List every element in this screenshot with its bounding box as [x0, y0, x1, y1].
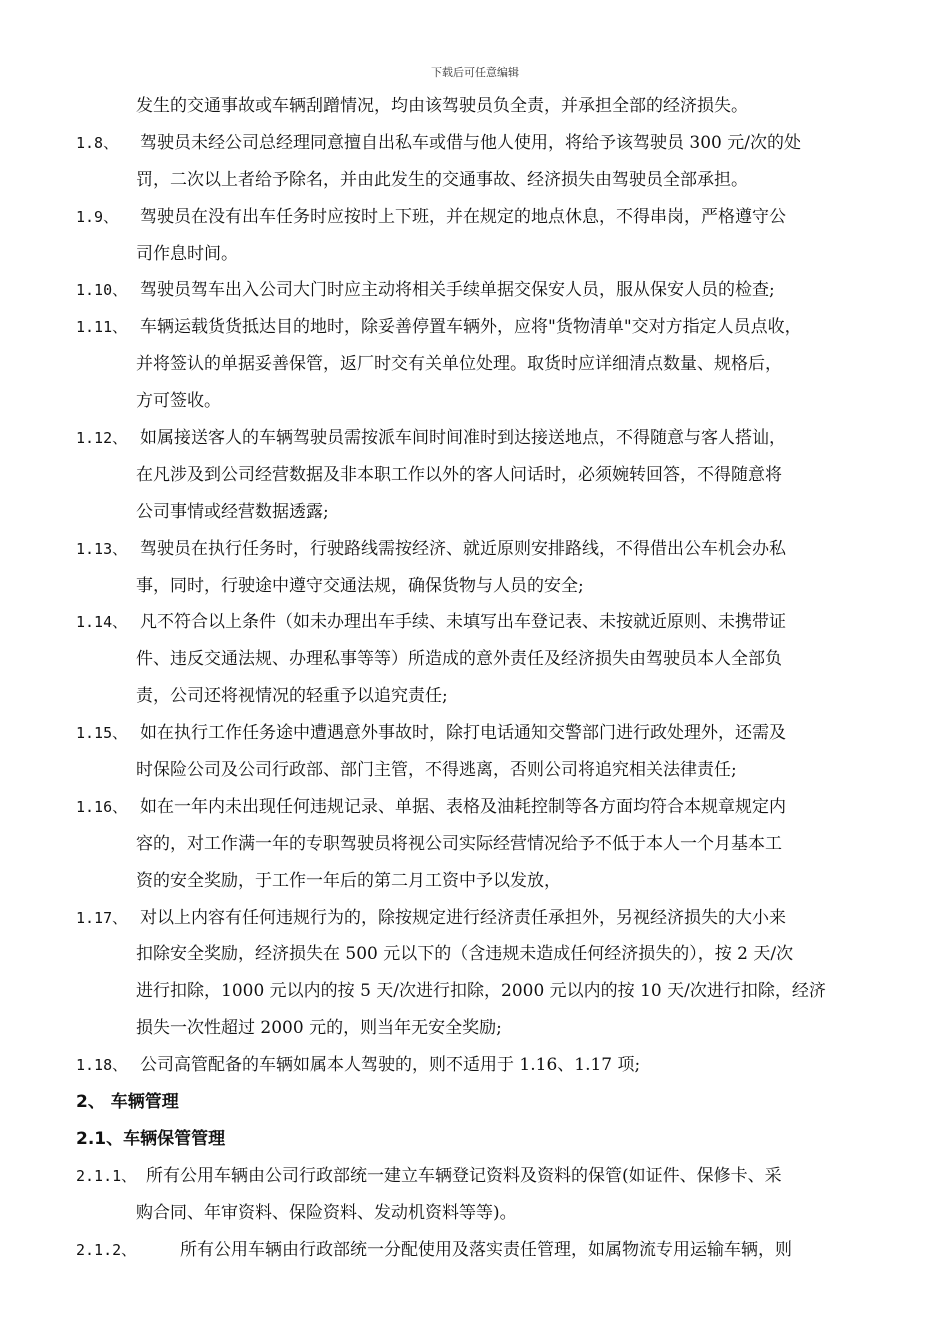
line-text: 容的，对工作满一年的专职驾驶员将视公司实际经营情况给予不低于本人一个月基本工	[136, 833, 782, 854]
item-number: 1.8、	[76, 133, 119, 152]
paragraph-continuation-line	[76, 973, 884, 1010]
numbered-item-line	[76, 1158, 884, 1195]
line-text: 进行扣除，1000 元以内的按 5 天/次进行扣除，2000 元以内的按 10 天/次进行扣除，经济	[136, 981, 826, 1002]
numbered-item-line	[76, 531, 884, 568]
line-text: 资的安全奖励，于工作一年后的第二月工资中予以发放，	[136, 870, 561, 891]
paragraph-continuation-line	[76, 1010, 884, 1047]
item-number: 1.16、	[76, 797, 128, 816]
item-number: 2.1.1、	[76, 1166, 137, 1185]
numbered-item-line	[76, 715, 884, 752]
paragraph-continuation-line	[76, 236, 884, 273]
section-heading: 2.1、车辆保管管理	[76, 1128, 226, 1149]
line-text: 公司事情或经营数据透露;	[136, 501, 329, 522]
line-text: 司作息时间。	[136, 243, 238, 264]
line-text: 方可签收。	[136, 391, 221, 412]
paragraph-continuation-line	[76, 162, 884, 199]
paragraph-continuation-line	[76, 88, 884, 125]
item-number: 1.9、	[76, 207, 119, 226]
paragraph-continuation-line	[76, 936, 884, 973]
item-number: 1.17、	[76, 908, 128, 927]
numbered-item-line	[76, 272, 884, 309]
paragraph-continuation-line	[76, 383, 884, 420]
paragraph-continuation-line	[76, 826, 884, 863]
item-text: 凡不符合以上条件（如未办理出车手续、未填写出车登记表、未按就近原则、未携带证	[140, 612, 786, 633]
numbered-item-line	[76, 789, 884, 826]
item-number: 1.18、	[76, 1056, 128, 1075]
line-text: 扣除安全奖励，经济损失在 500 元以下的（含违规未造成任何经济损失的），按 2 天/次	[136, 944, 794, 965]
item-text: 所有公用车辆由行政部统一分配使用及落实责任管理，如属物流专用运输车辆，则	[146, 1239, 792, 1260]
paragraph-continuation-line	[76, 641, 884, 678]
line-text: 件、违反交通法规、办理私事等等）所造成的意外责任及经济损失由驾驶员本人全部负	[136, 649, 782, 670]
item-text: 对以上内容有任何违规行为的，除按规定进行经济责任承担外，另视经济损失的大小来	[140, 907, 786, 928]
item-number: 1.15、	[76, 724, 128, 743]
item-number: 1.10、	[76, 281, 128, 300]
numbered-item-line	[76, 420, 884, 457]
paragraph-continuation-line	[76, 568, 884, 605]
item-text: 驾驶员在没有出车任务时应按时上下班，并在规定的地点休息，不得串岗，严格遵守公	[140, 206, 786, 227]
item-text: 车辆运载货货抵达目的地时，除妥善停置车辆外，应将"货物清单"交对方指定人员点收，	[140, 317, 802, 338]
numbered-item-line	[76, 1047, 884, 1084]
numbered-item-line	[76, 604, 884, 641]
item-text: 公司高管配备的车辆如属本人驾驶的，则不适用于 1.16、1.17 项;	[140, 1055, 641, 1076]
item-text: 驾驶员驾车出入公司大门时应主动将相关手续单据交保安人员，服从保安人员的检查;	[140, 280, 775, 301]
numbered-item-line	[76, 199, 884, 236]
document-body	[76, 88, 884, 1269]
page-header: 下载后可任意编辑	[431, 66, 519, 79]
item-number: 1.11、	[76, 318, 128, 337]
item-number: 1.12、	[76, 429, 128, 448]
item-text: 驾驶员未经公司总经理同意擅自出私车或借与他人使用，将给予该驾驶员 300 元/次的处	[140, 132, 801, 153]
numbered-item-line	[76, 900, 884, 937]
paragraph-continuation-line	[76, 494, 884, 531]
paragraph-continuation-line	[76, 457, 884, 494]
item-text: 如在一年内未出现任何违规记录、单据、表格及油耗控制等各方面均符合本规章规定内	[140, 796, 786, 817]
item-number: 2.1.2、	[76, 1240, 137, 1259]
item-text: 所有公用车辆由公司行政部统一建立车辆登记资料及资料的保管(如证件、保修卡、采	[146, 1165, 782, 1186]
paragraph-continuation-line	[76, 1195, 884, 1232]
line-text: 罚，二次以上者给予除名，并由此发生的交通事故、经济损失由驾驶员全部承担。	[136, 169, 748, 190]
line-text: 并将签认的单据妥善保管，返厂时交有关单位处理。取货时应详细清点数量、规格后，	[136, 354, 782, 375]
item-text: 如属接送客人的车辆驾驶员需按派车间时间准时到达接送地点，不得随意与客人搭讪，	[140, 428, 786, 449]
item-text: 驾驶员在执行任务时，行驶路线需按经济、就近原则安排路线，不得借出公车机会办私	[140, 538, 786, 559]
paragraph-continuation-line	[76, 752, 884, 789]
numbered-item-line	[76, 309, 884, 346]
line-text: 事，同时，行驶途中遵守交通法规，确保货物与人员的安全;	[136, 575, 584, 596]
paragraph-continuation-line	[76, 863, 884, 900]
item-text: 如在执行工作任务途中遭遇意外事故时，除打电话通知交警部门进行政处理外，还需及	[140, 723, 786, 744]
line-text: 发生的交通事故或车辆刮蹭情况，均由该驾驶员负全责，并承担全部的经济损失。	[136, 96, 748, 116]
paragraph-continuation-line	[76, 346, 884, 383]
line-text: 责，公司还将视情况的轻重予以追究责任;	[136, 686, 448, 707]
item-number: 1.14、	[76, 613, 128, 632]
section-heading: 2、 车辆管理	[76, 1092, 179, 1113]
numbered-item-line	[76, 125, 884, 162]
paragraph-continuation-line	[76, 678, 884, 715]
line-text: 时保险公司及公司行政部、部门主管，不得逃离，否则公司将追究相关法律责任;	[136, 760, 737, 781]
numbered-item-line	[76, 1232, 884, 1269]
line-text: 损失一次性超过 2000 元的，则当年无安全奖励;	[136, 1018, 502, 1039]
line-text: 在凡涉及到公司经营数据及非本职工作以外的客人问话时，必须婉转回答，不得随意将	[136, 464, 782, 485]
line-text: 购合同、年审资料、保险资料、发动机资料等等)。	[136, 1202, 517, 1223]
item-number: 1.13、	[76, 539, 128, 558]
